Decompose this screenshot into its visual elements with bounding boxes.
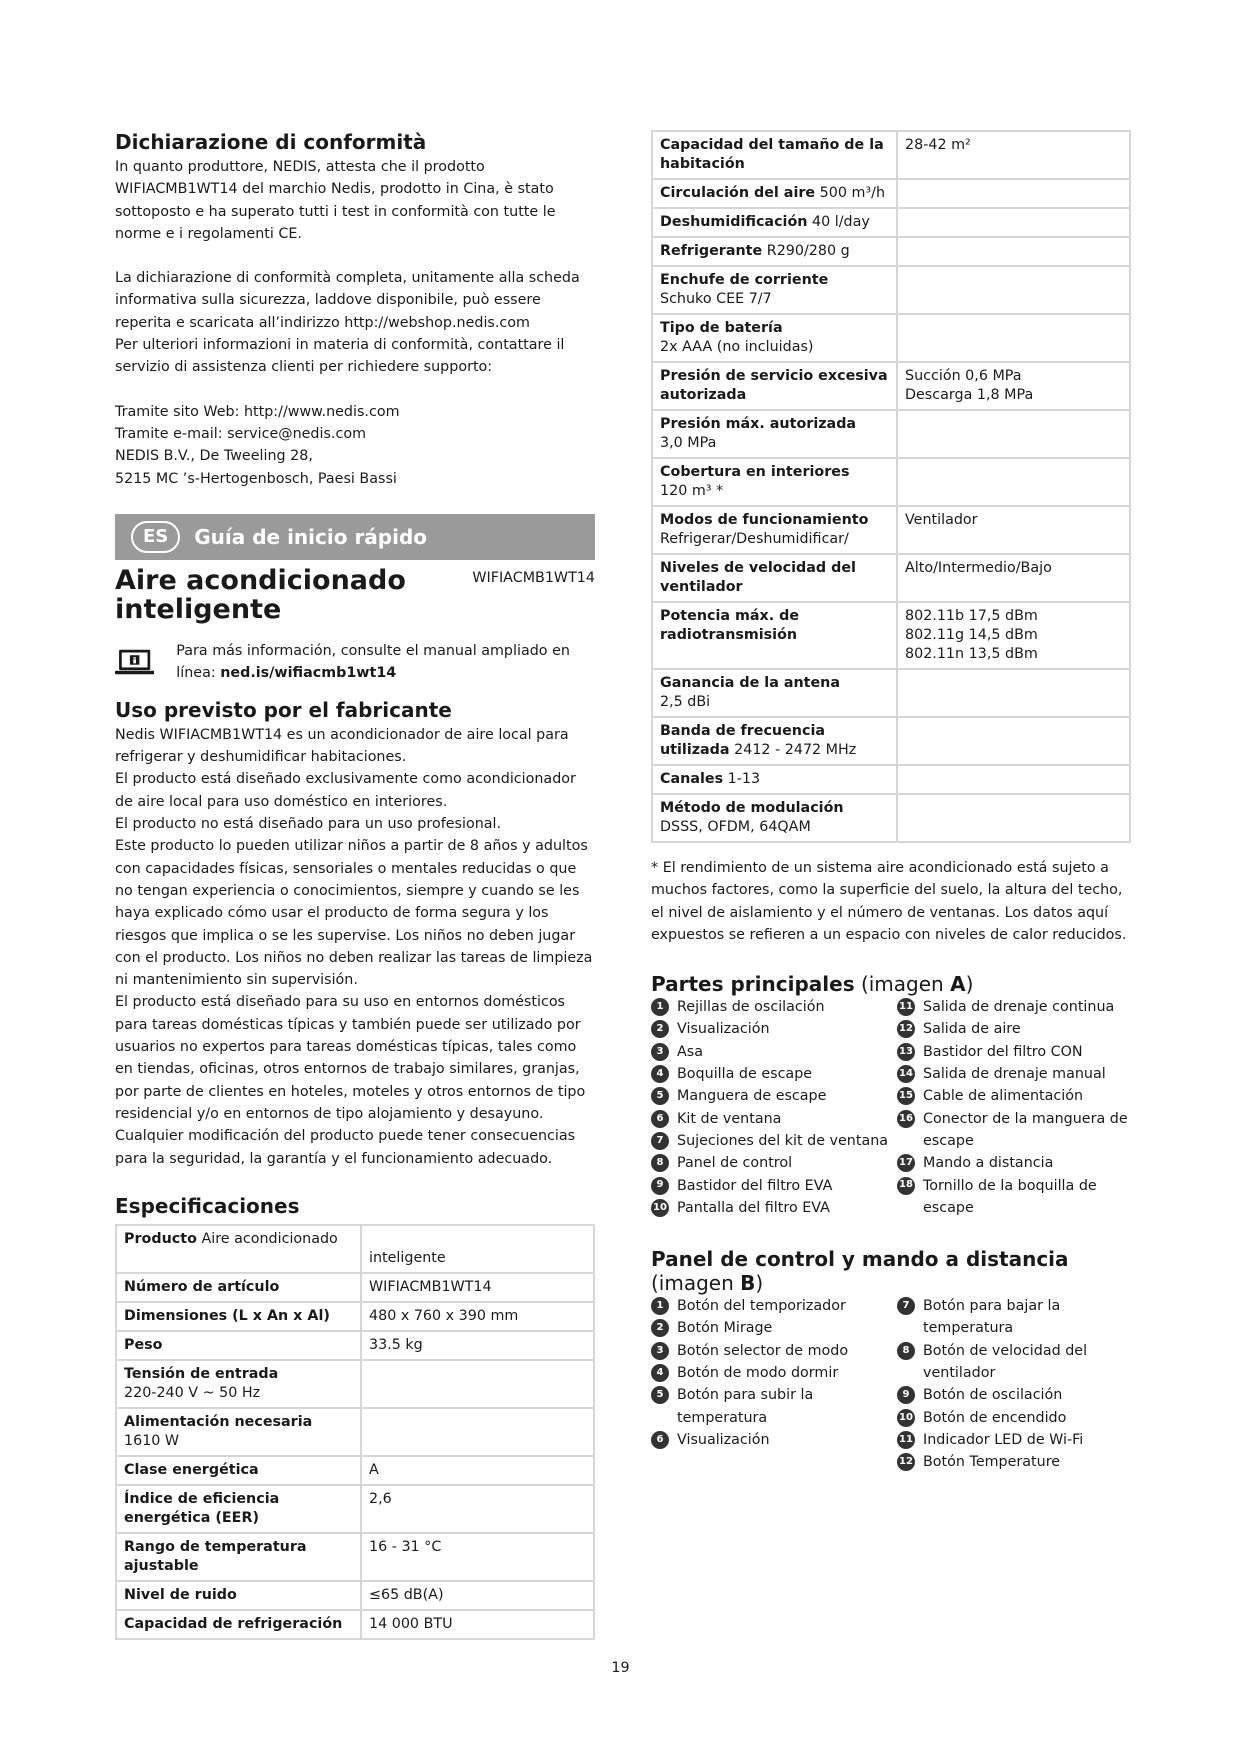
list-item: [651, 1063, 897, 1085]
spec-row: [116, 1485, 594, 1533]
intended-use-title: Uso previsto por el fabricante: [115, 697, 452, 722]
main-parts-title-bold: Partes principales: [651, 972, 855, 997]
intended-use-para: Nedis WIFIACMB1WT14 es un acondicionador de aire local para refrigerar y deshumidificar habitaciones.: [115, 726, 569, 766]
spec-label: Modos de funcionamiento: [660, 512, 869, 528]
spec-value: 28-42 m²: [897, 131, 1130, 179]
banner-title: Guía de inicio rápido: [194, 524, 428, 549]
spec-key-cell: [652, 237, 897, 266]
spec-label: Capacidad del tamaño de la habitación: [660, 137, 884, 172]
spec-value: WIFIACMB1WT14: [361, 1273, 594, 1302]
product-title-line-1: Aire acondicionado: [115, 564, 406, 596]
list-item-label: Salida de aire: [923, 1021, 1021, 1038]
spec-label: Circulación del aire: [660, 185, 816, 201]
list-item: [897, 996, 1131, 1018]
number-badge-icon: 5: [651, 1087, 669, 1105]
spec-key-cell: [652, 794, 897, 842]
spec-row: [652, 717, 1130, 765]
number-badge-icon: 3: [651, 1342, 669, 1360]
main-parts-right: [897, 996, 1131, 1219]
list-item-label: Visualización: [677, 1431, 770, 1448]
list-item-label: Mando a distancia: [923, 1155, 1054, 1172]
spec-row: [652, 458, 1130, 506]
spec-key-cell: [116, 1273, 361, 1302]
contact-line: Tramite sito Web: http://www.nedis.com: [115, 403, 400, 420]
model-number: WIFIACMB1WT14: [472, 569, 595, 586]
intended-use-para: El producto está diseñado para su uso en entornos domésticos para tareas domésticas típicas y también puede ser utilizado por usuarios no expertos para tareas domésticas típicas, tales como en tiendas, oficinas, otros entornos de trabajo similares, granjas, por parte de clientes en hoteles, moteles y otros entornos de tipo residencial y/o en entornos de tipo alojamiento y desayuno.: [115, 994, 586, 1122]
list-item-label: Botón de velocidad del ventilador: [923, 1342, 1088, 1382]
spec-value: A: [361, 1456, 594, 1485]
spec-row: [116, 1533, 594, 1581]
conformity-para-1: In quanto produttore, NEDIS, attesta che il prodotto WIFIACMB1WT14 del marchio Nedis, prodotto in Cina, è stato sottoposto e ha superato tutti i test in conformità con tutte le norme e i regolamenti CE.: [115, 159, 556, 242]
spec-label: Refrigerante: [660, 243, 763, 259]
spec-inline-value: DSSS, OFDM, 64QAM: [660, 819, 811, 835]
list-item: [897, 1429, 1131, 1451]
contact-line: 5215 MC ’s-Hertogenbosch, Paesi Bassi: [115, 470, 397, 487]
list-item: [897, 1063, 1131, 1085]
spec-row: [652, 131, 1130, 179]
spec-value: [897, 765, 1130, 794]
list-item: [897, 1152, 1131, 1174]
spec-row: [116, 1581, 594, 1610]
list-item: [651, 1429, 897, 1451]
spec-value: [361, 1360, 594, 1408]
list-item-label: Indicador LED de Wi-Fi: [923, 1431, 1084, 1448]
number-badge-icon: 7: [897, 1297, 915, 1315]
spec-key-cell: [652, 717, 897, 765]
number-badge-icon: 3: [651, 1043, 669, 1061]
number-badge-icon: 13: [897, 1043, 915, 1061]
spec-label: Presión máx. autorizada: [660, 416, 857, 432]
number-badge-icon: 9: [897, 1386, 915, 1404]
spec-inline-value: 220-240 V ~ 50 Hz: [124, 1384, 261, 1401]
number-badge-icon: 8: [651, 1154, 669, 1172]
number-badge-icon: 2: [651, 1020, 669, 1038]
spec-label: Presión de servicio excesiva autorizada: [660, 368, 888, 403]
intended-use-para: Este producto lo pueden utilizar niños a partir de 8 años y adultos con capacidades físicas, sensoriales o mentales reducidas o que no tengan experiencia o conocimientos, siempre y cuando se les haya explicado cómo usar el producto de forma segura y los riesgos que implica o se les supervise. Los niños no deben jugar con el producto. Los niños no deben realizar las tareas de limpieza ni mantenimiento sin supervisión.: [115, 838, 593, 989]
spec-label: Nivel de ruido: [124, 1586, 237, 1603]
spec-value: [897, 410, 1130, 458]
spec-label: Índice de eficiencia energética (EER): [124, 1490, 280, 1526]
specs-table-left: [115, 1224, 595, 1640]
list-item-label: Botón selector de modo: [677, 1342, 849, 1359]
product-title-row: [115, 566, 595, 624]
list-item-label: Pantalla del filtro EVA: [677, 1199, 830, 1216]
spec-key-cell: [652, 669, 897, 717]
spec-label: Potencia máx. de radiotransmisión: [660, 608, 800, 643]
list-item: [897, 1108, 1131, 1153]
spec-key-cell: [116, 1533, 361, 1581]
spec-row: [652, 794, 1130, 842]
spec-value: [897, 266, 1130, 314]
list-item-label: Bastidor del filtro CON: [923, 1043, 1083, 1060]
spec-row: [652, 554, 1130, 602]
spec-key-cell: [116, 1360, 361, 1408]
spec-inline-value: 1610 W: [124, 1432, 180, 1449]
specs-footnote: * El rendimiento de un sistema aire acondicionado está sujeto a muchos factores, como la superficie del suelo, la altura del techo, el nivel de aislamiento y el número de ventanas. Los datos aquí expuestos se refieren a un espacio con niveles de calor reducidos.: [651, 860, 1127, 943]
manual-link[interactable]: ned.is/wifiacmb1wt14: [220, 664, 397, 681]
spec-row: [116, 1610, 594, 1639]
spec-value: 14 000 BTU: [361, 1610, 594, 1639]
specs-title: Especificaciones: [115, 1193, 300, 1218]
spec-value: 480 x 760 x 390 mm: [361, 1302, 594, 1331]
manual-text: Para más información, consulte el manual ampliado en línea:: [176, 642, 570, 681]
number-badge-icon: 2: [651, 1319, 669, 1337]
number-badge-icon: 6: [651, 1431, 669, 1449]
list-item: [651, 1130, 897, 1152]
number-badge-icon: 1: [651, 998, 669, 1016]
number-badge-icon: 8: [897, 1342, 915, 1360]
spec-row: [652, 602, 1130, 669]
list-item: [651, 1152, 897, 1174]
spec-key-cell: [652, 506, 897, 554]
page-number: 19: [611, 1660, 630, 1676]
contact-line: Tramite e-mail: service@nedis.com: [115, 425, 367, 442]
spec-row: [116, 1225, 594, 1273]
list-item: [651, 1295, 897, 1317]
right-column: [651, 130, 1131, 1474]
spec-value: Succión 0,6 MPa Descarga 1,8 MPa: [897, 362, 1130, 410]
left-column: [115, 130, 595, 1640]
laptop-icon: [115, 642, 154, 682]
spec-inline-value: 120 m³ *: [660, 483, 724, 499]
spec-row: [116, 1331, 594, 1360]
list-item-label: Botón para bajar la temperatura: [923, 1298, 1061, 1337]
control-panel-title-bold: Panel de control y mando a distancia: [651, 1247, 1069, 1272]
spec-value: [897, 794, 1130, 842]
spec-label: Clase energética: [124, 1461, 259, 1478]
list-item-label: Boquilla de escape: [677, 1066, 813, 1083]
intended-use-para: El producto está diseñado exclusivamente como acondicionador de aire local para uso doméstico en interiores.: [115, 771, 576, 810]
list-item: [651, 1362, 897, 1384]
control-panel-list: [651, 1295, 1131, 1473]
spec-key-cell: [116, 1408, 361, 1456]
spec-value: 2,6: [361, 1485, 594, 1533]
list-item: [651, 1317, 897, 1339]
list-item: [651, 1197, 897, 1219]
main-parts-title-end: ): [965, 972, 974, 997]
list-item-label: Salida de drenaje manual: [923, 1066, 1106, 1083]
spec-value: [897, 717, 1130, 765]
spec-key-cell: [652, 314, 897, 362]
spec-key-cell: [116, 1225, 361, 1273]
number-badge-icon: 9: [651, 1177, 669, 1195]
spec-key-cell: [116, 1331, 361, 1360]
list-item: [651, 1108, 897, 1130]
spec-value: [897, 237, 1130, 266]
spec-label: Dimensiones (L x An x Al): [124, 1307, 330, 1324]
number-badge-icon: 6: [651, 1110, 669, 1128]
spec-label: Número de artículo: [124, 1278, 280, 1295]
control-panel-title-letter: B: [740, 1271, 756, 1296]
spec-key-cell: [116, 1581, 361, 1610]
list-item-label: Botón de oscilación: [923, 1387, 1063, 1404]
spec-row: [116, 1302, 594, 1331]
list-item: [651, 1384, 897, 1429]
number-badge-icon: 4: [651, 1065, 669, 1083]
spec-label: Tipo de batería: [660, 320, 783, 336]
main-parts-title: [651, 972, 1131, 996]
number-badge-icon: 12: [897, 1020, 915, 1038]
spec-label: Enchufe de corriente: [660, 272, 829, 288]
spec-key-cell: [116, 1610, 361, 1639]
number-badge-icon: 18: [897, 1177, 915, 1195]
spec-row: [652, 765, 1130, 794]
list-item-label: Bastidor del filtro EVA: [677, 1177, 833, 1194]
spec-label: Cobertura en interiores: [660, 464, 850, 480]
spec-label: Peso: [124, 1336, 163, 1353]
specs-table-right: [651, 130, 1131, 843]
spec-row: [652, 266, 1130, 314]
spec-row: [116, 1456, 594, 1485]
manual-info: [115, 640, 595, 684]
spec-inline-value: 2412 - 2472 MHz: [729, 742, 857, 758]
spec-value: [897, 314, 1130, 362]
spec-label: Niveles de velocidad del ventilador: [660, 560, 856, 595]
list-item-label: Botón para subir la temperatura: [677, 1387, 814, 1426]
list-item-label: Kit de ventana: [677, 1110, 782, 1127]
list-item: [897, 1018, 1131, 1040]
spec-key-cell: [652, 208, 897, 237]
number-badge-icon: 5: [651, 1386, 669, 1404]
spec-value: [897, 179, 1130, 208]
spec-value: Ventilador: [897, 506, 1130, 554]
number-badge-icon: 15: [897, 1087, 915, 1105]
spec-inline-value: R290/280 g: [762, 243, 850, 259]
spec-key-cell: [116, 1456, 361, 1485]
spec-label: Canales: [660, 771, 724, 787]
spec-value: [897, 458, 1130, 506]
number-badge-icon: 10: [897, 1409, 915, 1427]
spec-key-cell: [652, 266, 897, 314]
spec-key-cell: [116, 1485, 361, 1533]
spec-value: Alto/Intermedio/Bajo: [897, 554, 1130, 602]
list-item-label: Botón Mirage: [677, 1320, 773, 1337]
list-item: [651, 996, 897, 1018]
spec-key-cell: [652, 179, 897, 208]
spec-label: Método de modulación: [660, 800, 844, 816]
intended-use-para: Cualquier modificación del producto puede tener consecuencias para la seguridad, la garantía y el funcionamiento adecuado.: [115, 1128, 576, 1167]
list-item-label: Salida de drenaje continua: [923, 999, 1115, 1016]
list-item-label: Botón de modo dormir: [677, 1365, 839, 1382]
spec-row: [116, 1408, 594, 1456]
list-item: [897, 1384, 1131, 1406]
spec-key-cell: [652, 410, 897, 458]
list-item: [651, 1175, 897, 1197]
spec-key-cell: [116, 1302, 361, 1331]
control-panel-title: [651, 1247, 1131, 1295]
spec-inline-value: 2,5 dBi: [660, 694, 711, 710]
spec-row: [652, 362, 1130, 410]
spec-label: Ganancia de la antena: [660, 675, 841, 691]
number-badge-icon: 1: [651, 1297, 669, 1315]
conformity-title: Dichiarazione di conformità: [115, 130, 427, 154]
spec-value: 802.11b 17,5 dBm 802.11g 14,5 dBm 802.11n 13,5 dBm: [897, 602, 1130, 669]
list-item: [897, 1295, 1131, 1340]
language-badge: ES: [131, 521, 180, 553]
list-item-label: Conector de la manguera de escape: [923, 1110, 1128, 1149]
spec-key-cell: [652, 554, 897, 602]
spec-row: [652, 314, 1130, 362]
spec-row: [652, 669, 1130, 717]
spec-inline-value: Refrigerar/Deshumidificar/: [660, 531, 849, 547]
list-item-label: Panel de control: [677, 1155, 793, 1172]
list-item: [897, 1175, 1131, 1220]
spec-key-cell: [652, 362, 897, 410]
number-badge-icon: 16: [897, 1110, 915, 1128]
spec-label: Capacidad de refrigeración: [124, 1615, 343, 1632]
spec-value: ≤65 dB(A): [361, 1581, 594, 1610]
spec-value: [361, 1408, 594, 1456]
list-item: [897, 1451, 1131, 1473]
control-panel-title-end: ): [755, 1271, 764, 1296]
spec-key-cell: [652, 131, 897, 179]
spec-row: [652, 237, 1130, 266]
list-item-label: Tornillo de la boquilla de escape: [923, 1177, 1097, 1216]
number-badge-icon: 12: [897, 1453, 915, 1471]
spec-row: [652, 506, 1130, 554]
list-item: [897, 1085, 1131, 1107]
spec-value: [897, 669, 1130, 717]
list-item: [897, 1407, 1131, 1429]
spec-inline-value: 3,0 MPa: [660, 435, 717, 451]
main-parts-title-letter: A: [950, 972, 966, 997]
list-item-label: Botón del temporizador: [677, 1298, 846, 1315]
spec-label: Tensión de entrada: [124, 1365, 279, 1382]
manual-text-block: [176, 640, 595, 684]
spec-value: [897, 208, 1130, 237]
conformity-para-2: La dichiarazione di conformità completa, unitamente alla scheda informativa sulla sicurezza, laddove disponibile, può essere reperita e scaricata all’indirizzo http://webshop.nedis.com: [115, 270, 580, 331]
list-item-label: Botón de encendido: [923, 1409, 1067, 1426]
spec-key-cell: [652, 458, 897, 506]
list-item-label: Manguera de escape: [677, 1088, 827, 1105]
conformity-para-3: Per ulteriori informazioni in materia di conformità, contattare il servizio di assistenza clienti per richiedere supporto:: [115, 337, 565, 376]
contact-line: NEDIS B.V., De Tweeling 28,: [115, 448, 313, 465]
intended-use-para: El producto no está diseñado para un uso profesional.: [115, 816, 502, 833]
spec-label: Rango de temperatura ajustable: [124, 1538, 307, 1574]
spec-inline-value: 40 l/day: [807, 214, 870, 230]
list-item: [651, 1041, 897, 1063]
spec-row: [116, 1273, 594, 1302]
spec-row: [652, 410, 1130, 458]
list-item-label: Visualización: [677, 1021, 770, 1038]
list-item: [897, 1041, 1131, 1063]
number-badge-icon: 17: [897, 1154, 915, 1172]
spec-key-cell: [652, 602, 897, 669]
list-item-label: Cable de alimentación: [923, 1088, 1084, 1105]
spec-inline-value: Schuko CEE 7/7: [660, 291, 772, 307]
list-item: [651, 1085, 897, 1107]
spec-inline-value: Aire acondicionado: [196, 1230, 338, 1247]
spec-inline-value: 2x AAA (no incluidas): [660, 339, 814, 355]
control-panel-title-rest: (imagen: [651, 1271, 741, 1296]
spec-key-cell: [652, 765, 897, 794]
number-badge-icon: 7: [651, 1132, 669, 1150]
number-badge-icon: 10: [651, 1199, 669, 1217]
list-item-label: Asa: [677, 1043, 703, 1060]
spec-label: Alimentación necesaria: [124, 1413, 313, 1430]
list-item-label: Botón Temperature: [923, 1454, 1061, 1471]
control-panel-right: [897, 1295, 1131, 1473]
spec-row: [652, 179, 1130, 208]
spec-inline-value: 500 m³/h: [815, 185, 886, 201]
list-item: [897, 1340, 1131, 1385]
list-item: [651, 1340, 897, 1362]
product-title-line-2: inteligente: [115, 593, 282, 625]
main-parts-left: [651, 996, 897, 1219]
main-parts-title-rest: (imagen: [854, 972, 951, 997]
spec-inline-value: 1-13: [723, 771, 761, 787]
number-badge-icon: 14: [897, 1065, 915, 1083]
spec-value: 16 - 31 °C: [361, 1533, 594, 1581]
spec-row: [116, 1360, 594, 1408]
spec-label: Deshumidificación: [660, 214, 808, 230]
main-parts-list: [651, 996, 1131, 1219]
list-item-label: Rejillas de oscilación: [677, 999, 825, 1016]
list-item: [651, 1018, 897, 1040]
number-badge-icon: 11: [897, 1431, 915, 1449]
number-badge-icon: 11: [897, 998, 915, 1016]
number-badge-icon: 4: [651, 1364, 669, 1382]
spec-row: [652, 208, 1130, 237]
spec-label: Producto: [124, 1230, 197, 1247]
control-panel-left: [651, 1295, 897, 1473]
spec-value: 33.5 kg: [361, 1331, 594, 1360]
spec-value: inteligente: [361, 1225, 594, 1273]
quick-start-banner: [115, 514, 595, 560]
spec-label: Banda de frecuencia utilizada: [660, 723, 826, 758]
list-item-label: Sujeciones del kit de ventana: [677, 1132, 889, 1149]
